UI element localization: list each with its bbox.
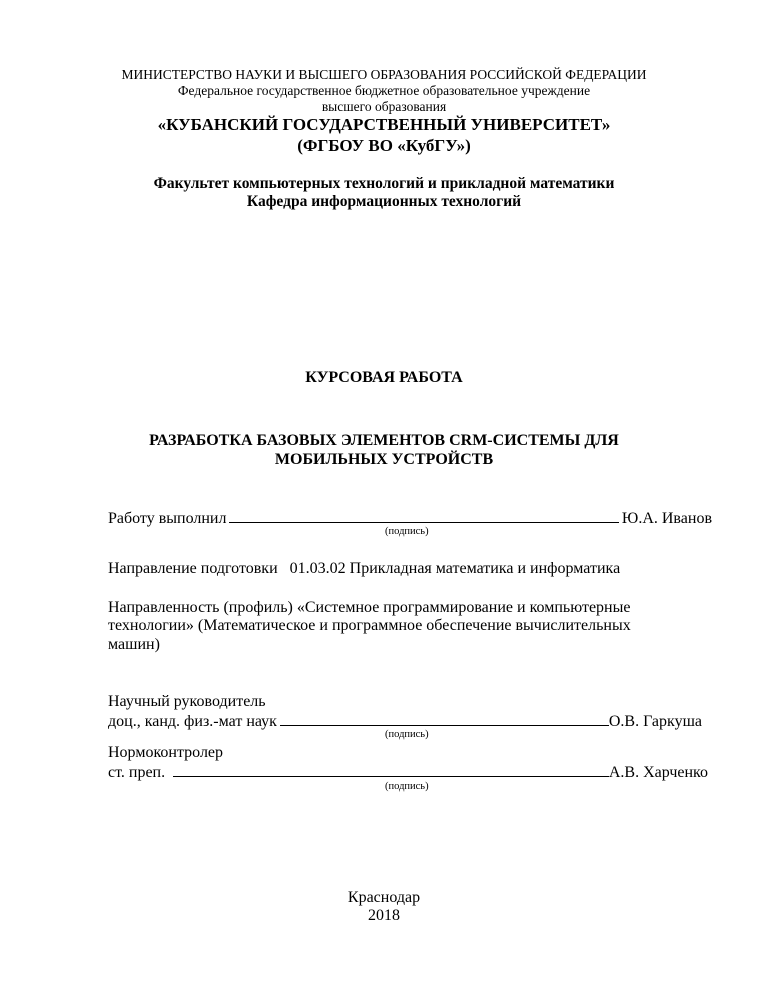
profile-line-2: технологии» (Математическое и программное обеспечение вычислительных <box>108 617 631 634</box>
normcontroller-label-line-1: Нормоконтролер <box>108 744 224 761</box>
ministry-line: МИНИСТЕРСТВО НАУКИ И ВЫСШЕГО ОБРАЗОВАНИЯ РОССИЙСКОЙ ФЕДЕРАЦИИ <box>121 67 647 82</box>
author-signature-row <box>108 508 712 528</box>
supervisor-name: О.В. Гаркуша <box>608 713 702 730</box>
profile-line-1: Направленность (профиль) «Системное программирование и компьютерные <box>108 599 631 616</box>
normcontroller-label-line-2: ст. преп. <box>108 764 166 781</box>
footer-city: Краснодар <box>347 889 421 906</box>
supervisor-signature-row <box>108 711 702 731</box>
university-name: «КУБАНСКИЙ ГОСУДАРСТВЕННЫЙ УНИВЕРСИТЕТ» <box>157 115 611 134</box>
profile-line-3: машин) <box>108 636 160 653</box>
author-signature-line <box>229 508 618 523</box>
supervisor-signature-caption: (подпись) <box>385 729 429 740</box>
department-name: Кафедра информационных технологий <box>246 193 522 210</box>
normcontroller-signature-row <box>108 762 708 782</box>
normcontroller-signature-line <box>173 762 609 777</box>
university-short-name: (ФГБОУ ВО «КубГУ») <box>297 136 471 155</box>
normcontroller-name: А.В. Харченко <box>608 764 708 781</box>
institution-type-line-1: Федеральное государственное бюджетное образовательное учреждение <box>177 83 591 98</box>
work-type: КУРСОВАЯ РАБОТА <box>305 369 463 386</box>
faculty-name: Факультет компьютерных технологий и прикладной математики <box>153 175 615 192</box>
supervisor-signature-line <box>280 711 609 726</box>
author-name: Ю.А. Иванов <box>621 510 712 527</box>
direction-text: Направление подготовки 01.03.02 Прикладная математика и информатика <box>108 560 621 577</box>
supervisor-label-line-2: доц., канд. физ.-мат наук <box>108 713 277 730</box>
author-label: Работу выполнил <box>108 510 227 527</box>
footer-year: 2018 <box>368 907 400 924</box>
normcontroller-signature-caption: (подпись) <box>385 781 429 792</box>
supervisor-label-line-1: Научный руководитель <box>108 693 266 710</box>
work-title-line-1: РАЗРАБОТКА БАЗОВЫХ ЭЛЕМЕНТОВ CRM-СИСТЕМЫ ДЛЯ <box>149 432 619 449</box>
institution-type-line-2: высшего образования <box>321 99 447 114</box>
author-signature-caption: (подпись) <box>385 526 429 537</box>
work-title-line-2: МОБИЛЬНЫХ УСТРОЙСТВ <box>274 451 494 468</box>
